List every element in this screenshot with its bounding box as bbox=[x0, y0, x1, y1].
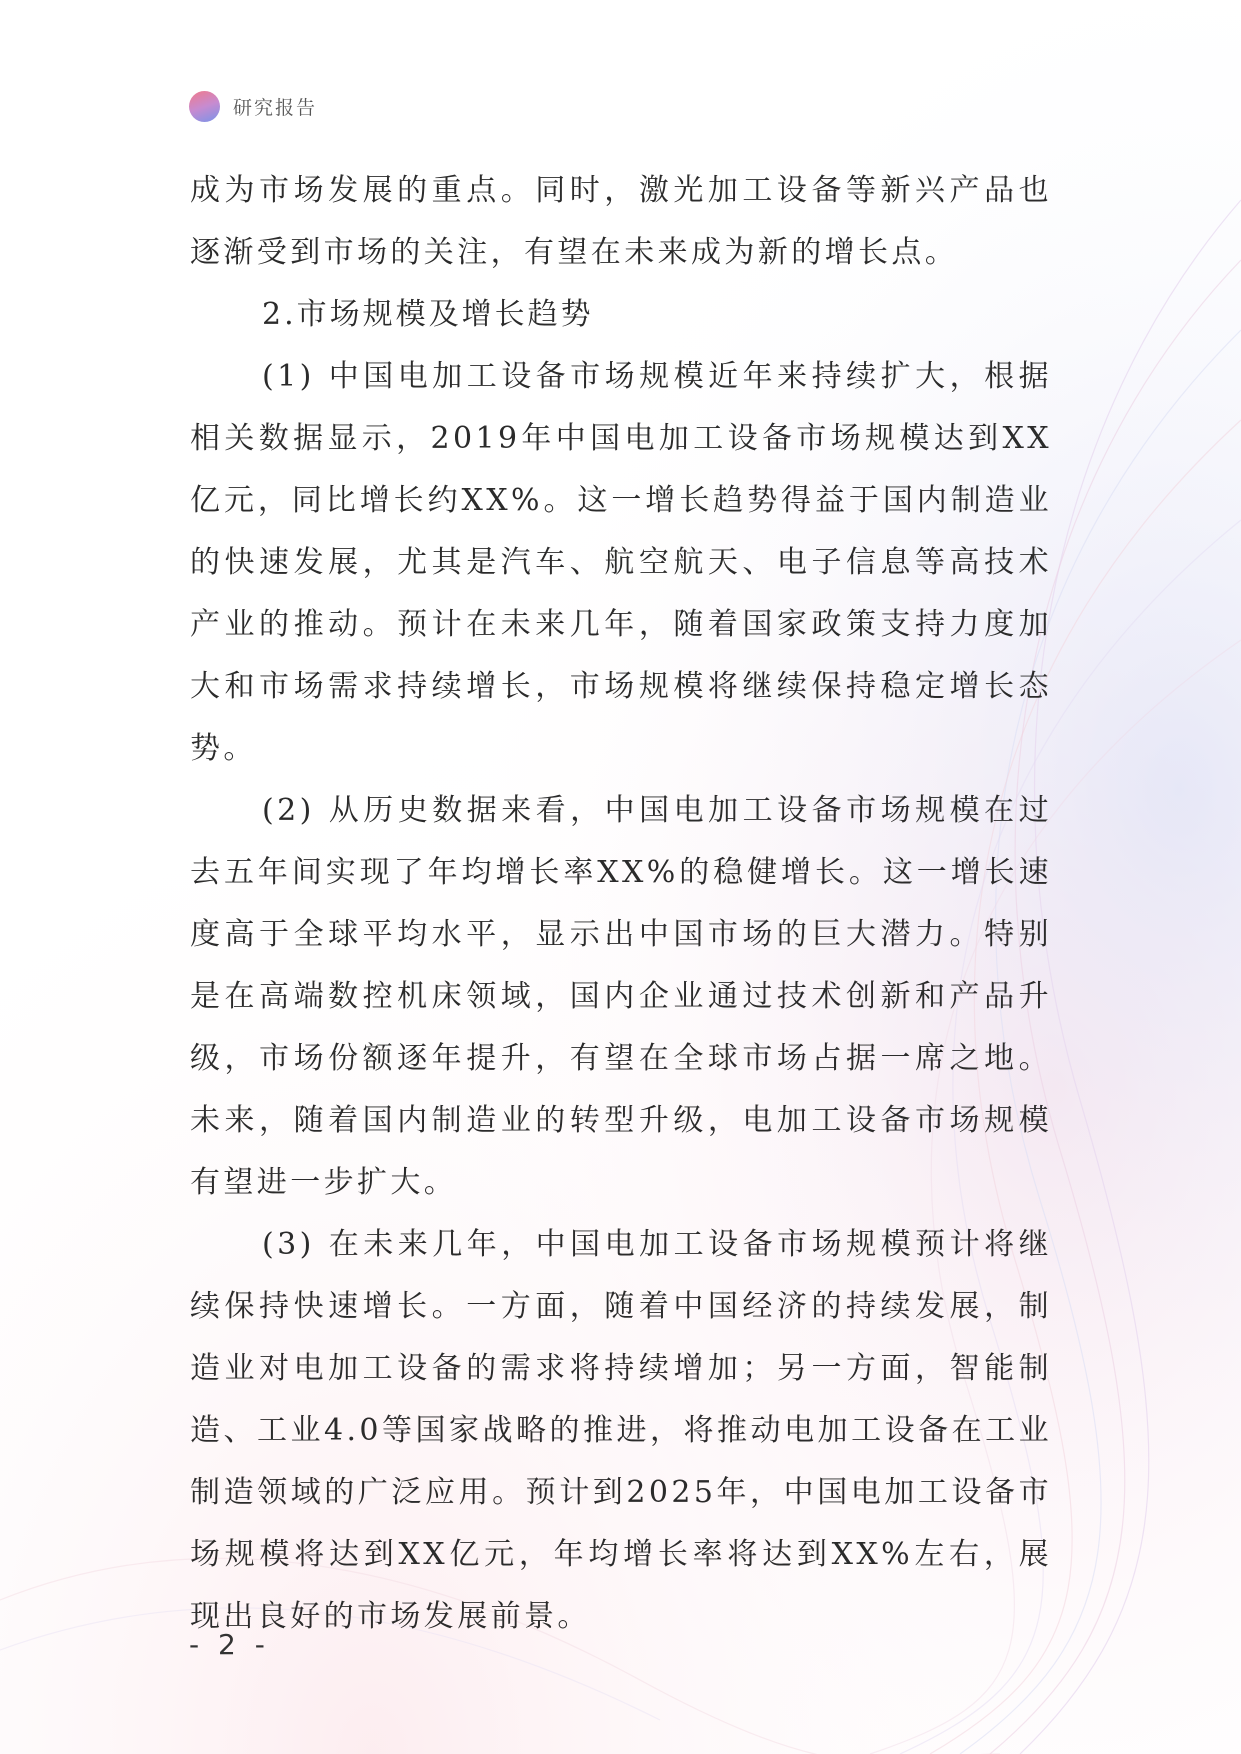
paragraph-2: (2) 从历史数据来看，中国电加工设备市场规模在过去五年间实现了年均增长率XX%的稳健增长。这一增长速度高于全球平均水平，显示出中国市场的巨大潜力。特别是在高端数控机床领域，国内企业通过技术创新和产品升级，市场份额逐年提升，有望在全球市场占据一席之地。未来，随着国内制造业的转型升级，电加工设备市场规模有望进一步扩大。 bbox=[190, 793, 1052, 1200]
report-header bbox=[189, 90, 317, 122]
page-number: - 2 - bbox=[189, 1628, 270, 1661]
paragraph-continued: 成为市场发展的重点。同时，激光加工设备等新兴产品也逐渐受到市场的关注，有望在未来成为新的增长点。 bbox=[190, 173, 1052, 270]
paragraph-3: (3) 在未来几年，中国电加工设备市场规模预计将继续保持快速增长。一方面，随着中国经济的持续发展，制造业对电加工设备的需求将持续增加；另一方面，智能制造、工业4.0等国家战略的推进，将推动电加工设备在工业制造领域的广泛应用。预计到2025年，中国电加工设备市场规模将达到XX亿元，年均增长率将达到XX%左右，展现出良好的市场发展前景。 bbox=[190, 1227, 1052, 1634]
document-body bbox=[190, 160, 1052, 1648]
report-logo bbox=[189, 91, 220, 122]
header-title: 研究报告 bbox=[233, 96, 318, 119]
section-heading: 2.市场规模及增长趋势 bbox=[262, 297, 594, 332]
paragraph-1: (1) 中国电加工设备市场规模近年来持续扩大，根据相关数据显示，2019年中国电加工设备市场规模达到XX亿元，同比增长约XX%。这一增长趋势得益于国内制造业的快速发展，尤其是汽车、航空航天、电子信息等高技术产业的推动。预计在未来几年，随着国家政策支持力度加大和市场需求持续增长，市场规模将继续保持稳定增长态势。 bbox=[190, 359, 1052, 766]
